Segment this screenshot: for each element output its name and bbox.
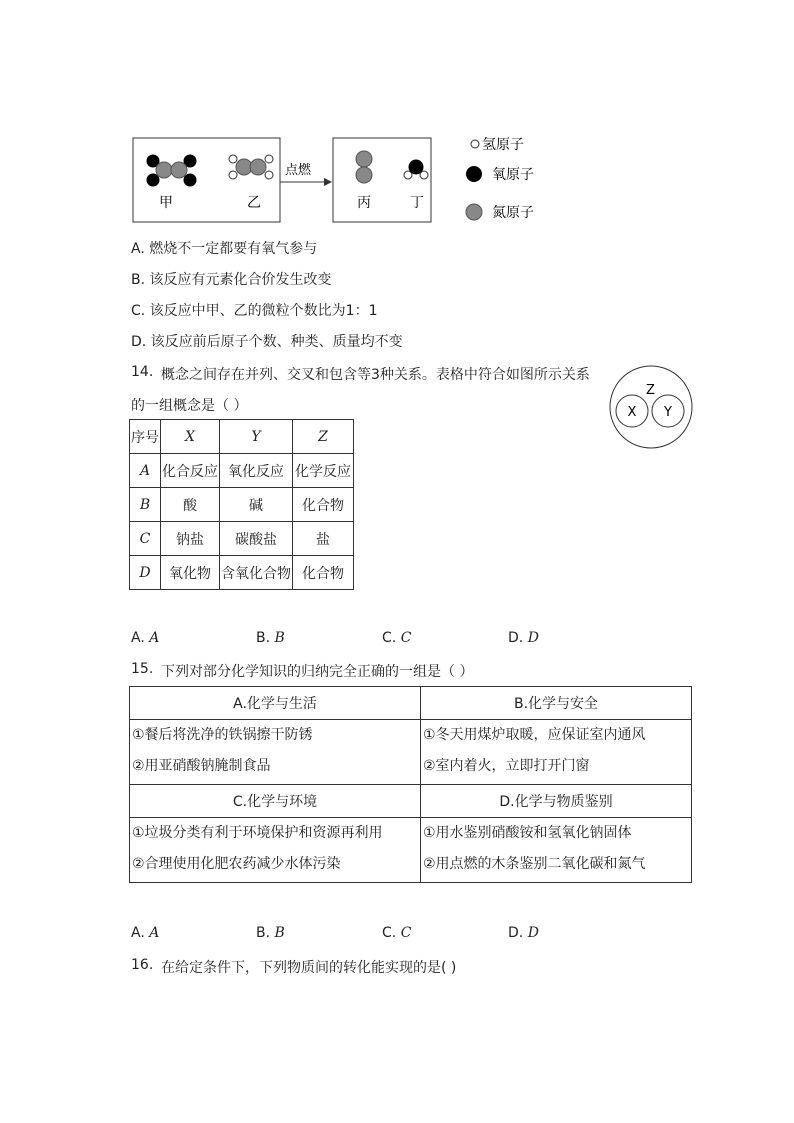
venn-label-y: Y (664, 405, 672, 420)
molecule-jia (147, 155, 197, 187)
header-cell: 序号 (130, 420, 161, 454)
block-title: C.化学与环境 (130, 785, 421, 818)
table-cell: 化学反应 (293, 454, 354, 488)
table-cell: D (130, 556, 161, 590)
hydrogen-legend-icon (471, 140, 479, 148)
q15-number: 15. (131, 661, 154, 677)
venn-label-x: X (627, 405, 637, 420)
q14-option-a: A. A (131, 630, 160, 646)
table-cell: 化合物 (293, 488, 354, 522)
table-cell: 盐 (293, 522, 354, 556)
q15-table (129, 686, 692, 883)
q14-text-line2: 的一组概念是（ ） (131, 398, 248, 414)
header-cell: Y (220, 420, 293, 454)
nitrogen-legend-icon (466, 204, 482, 220)
table-header-row (130, 420, 354, 454)
list-item: ①垃圾分类有利于环境保护和资源再利用 (132, 825, 383, 841)
table-cell: 化合反应 (161, 454, 220, 488)
legend-oxygen: 氧原子 (492, 167, 534, 183)
list-item: ②用点燃的木条鉴别二氧化碳和氮气 (423, 856, 646, 872)
table-cell: 氧化物 (161, 556, 220, 590)
table-cell: 酸 (161, 488, 220, 522)
q14-text-line1: 概念之间存在并列、交叉和包含等3种关系。表格中符合如图所示关系 (161, 367, 590, 383)
q14-option-b: B. B (256, 630, 285, 646)
q15-option-b: B. B (256, 925, 285, 941)
legend-nitrogen: 氮原子 (492, 205, 534, 221)
block-title: A.化学与生活 (130, 687, 421, 720)
label-ding: 丁 (410, 195, 424, 211)
table-cell: 化合物 (293, 556, 354, 590)
label-yi: 乙 (247, 195, 261, 211)
block-title: B.化学与安全 (421, 687, 692, 720)
q13-option-b: B. 该反应有元素化合价发生改变 (131, 272, 332, 288)
header-cell: Z (293, 420, 354, 454)
block-content (421, 720, 692, 785)
table-cell: 钠盐 (161, 522, 220, 556)
block-content (421, 818, 692, 883)
table-row (130, 488, 354, 522)
q14-table (129, 419, 354, 590)
header-cell: X (161, 420, 220, 454)
q14-number: 14. (131, 364, 154, 380)
table-cell: B (130, 488, 161, 522)
list-item: ①用水鉴别硝酸铵和氢氧化钠固体 (423, 825, 632, 841)
table-cell: 碱 (220, 488, 293, 522)
block-title: D.化学与物质鉴别 (421, 785, 692, 818)
table-cell: 氧化反应 (220, 454, 293, 488)
q14-option-d: D. D (508, 630, 539, 646)
block-content (130, 720, 421, 785)
q15-text: 下列对部分化学知识的归纳完全正确的一组是（ ） (161, 664, 474, 680)
table-row (130, 556, 354, 590)
label-bing: 丙 (357, 195, 371, 211)
table-cell: C (130, 522, 161, 556)
venn-label-z: Z (646, 383, 655, 398)
table-row (130, 454, 354, 488)
table-cell: 含氧化合物 (220, 556, 293, 590)
table-cell: A (130, 454, 161, 488)
legend (466, 137, 534, 221)
q13-option-a: A. 燃烧不一定都要有氧气参与 (131, 241, 318, 257)
q14-option-c: C. C (382, 630, 412, 646)
molecule-ding (404, 160, 428, 180)
q15-option-d: D. D (508, 925, 539, 941)
q13-option-d: D. 该反应前后原子个数、种类、质量均不变 (131, 334, 403, 350)
molecule-bing (356, 151, 372, 183)
block-content (130, 818, 421, 883)
q16-text: 在给定条件下，下列物质间的转化能实现的是( ) (161, 960, 457, 976)
q15-option-c: C. C (382, 925, 412, 941)
q13-option-c: C. 该反应中甲、乙的微粒个数比为1：1 (131, 303, 378, 319)
legend-hydrogen: 氢原子 (482, 137, 524, 153)
table-row (130, 522, 354, 556)
label-jia: 甲 (159, 195, 173, 211)
venn-diagram (608, 364, 694, 450)
oxygen-legend-icon (466, 166, 482, 182)
q16-number: 16. (131, 957, 154, 973)
arrow-label: 点燃 (284, 163, 312, 178)
q15-option-a: A. A (131, 925, 160, 941)
table-cell: 碳酸盐 (220, 522, 293, 556)
list-item: ①餐后将洗净的铁锅擦干防锈 (132, 727, 313, 743)
molecule-yi (229, 155, 273, 179)
reaction-diagram (128, 130, 558, 230)
list-item: ①冬天用煤炉取暖，应保证室内通风 (423, 727, 646, 743)
list-item: ②室内着火，立即打开门窗 (423, 758, 590, 774)
list-item: ②合理使用化肥农药减少水体污染 (132, 856, 341, 872)
list-item: ②用亚硝酸钠腌制食品 (132, 758, 271, 774)
